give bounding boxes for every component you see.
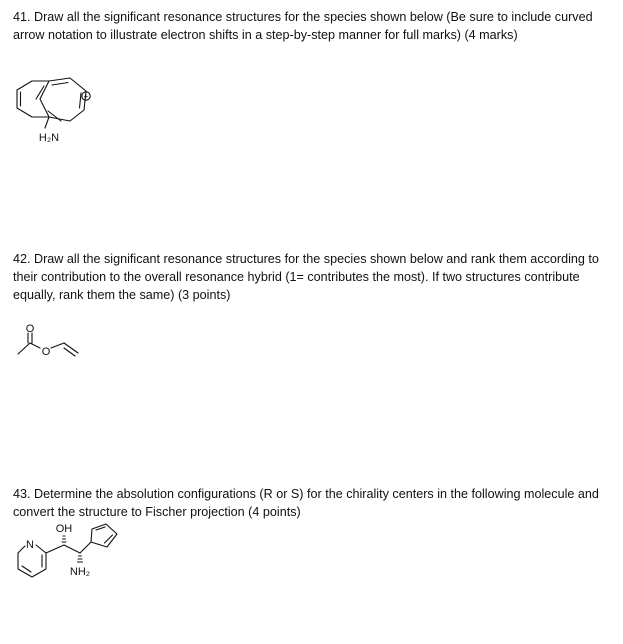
positive-charge: + — [83, 92, 89, 101]
question-41-text: 41. Draw all the significant resonance structures for the species shown below (Be sure to include curved arrow notation to illustrate electron shifts in a step-by-step manner for full marks) (4 marks) — [13, 10, 593, 42]
methyl-bond — [18, 343, 30, 354]
cyclopentadiene-ring — [91, 524, 117, 547]
ester-bond — [30, 343, 40, 348]
cyclohexadiene-ring — [17, 81, 49, 117]
ester-oxygen: O — [41, 346, 51, 358]
amine-label: H₂N — [38, 132, 60, 144]
pyridine-nitrogen: N — [26, 539, 34, 551]
hashed-wedge-oh — [62, 536, 66, 542]
hydroxyl-label: OH — [55, 523, 73, 535]
question-43-text: 43. Determine the absolution configurations (R or S) for the chirality centers in the following molecule and convert the structure to Fischer projection (4 points) — [13, 487, 599, 519]
amine-label: NH₂ — [69, 566, 91, 578]
molecule-42-structure — [0, 320, 623, 370]
hashed-wedge-nh2 — [78, 556, 83, 562]
molecule-41-structure — [0, 70, 623, 160]
question-42-text: 42. Draw all the significant resonance structures for the species shown below and rank them according to their contribution to the overall resonance hybrid (1= contributes the most). If two structures contribute equally, rank them the same) (3 points) — [13, 252, 599, 302]
o-vinyl-bond — [51, 343, 64, 348]
carbonyl-oxygen: O — [25, 323, 35, 335]
c-n-bond — [45, 117, 49, 128]
vinyl-double-bond — [64, 343, 78, 353]
molecule-43-structure — [0, 518, 623, 583]
cycloheptatrienyl-ring — [48, 78, 86, 121]
